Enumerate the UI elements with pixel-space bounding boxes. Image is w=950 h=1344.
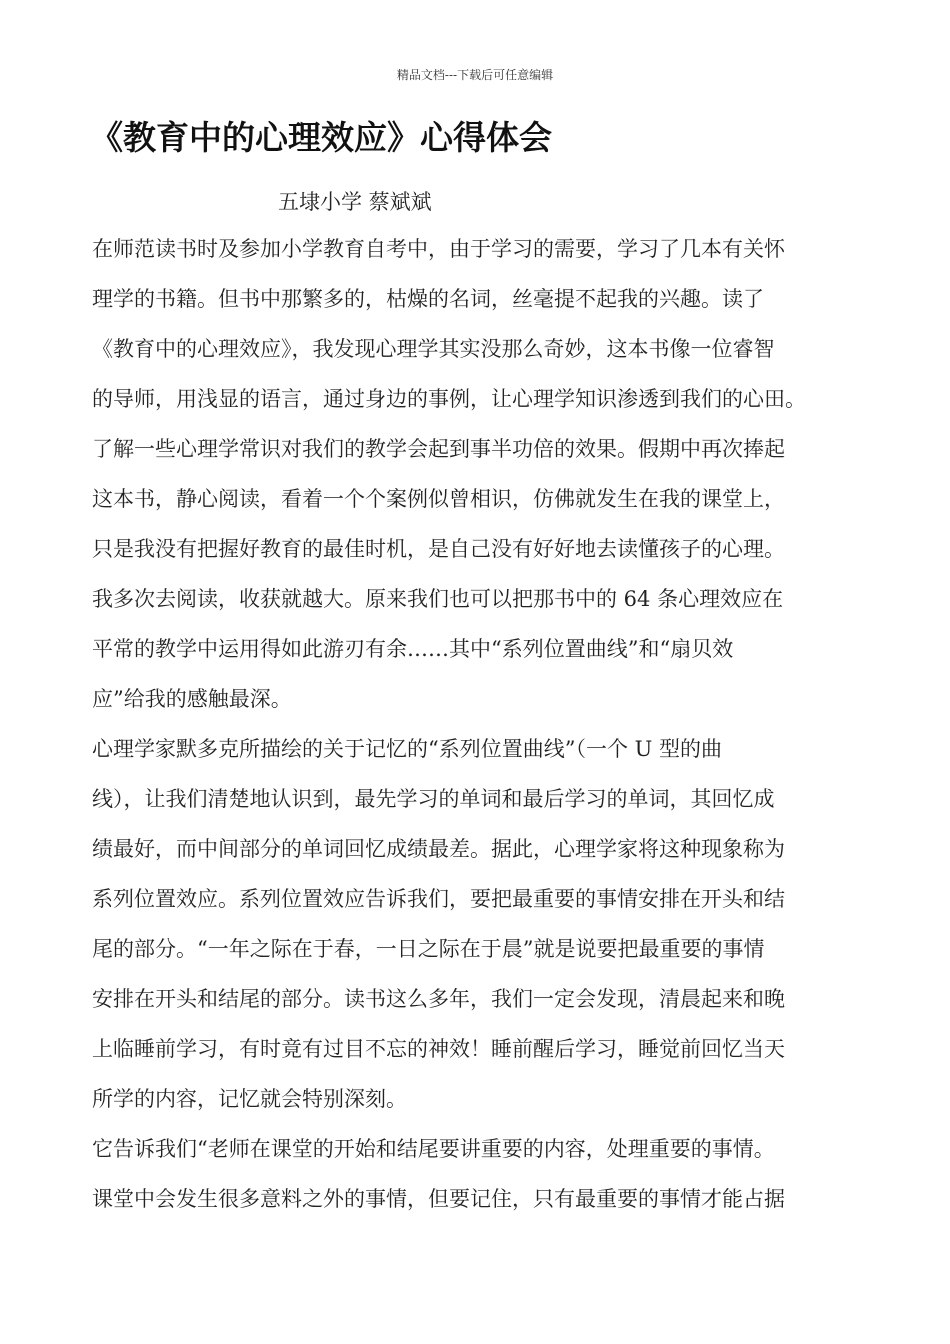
- body-line: 安排在开头和结尾的部分。读书这么多年，我们一定会发现，清晨起来和晚: [92, 987, 785, 1011]
- body-line: 我多次去阅读，收获就越大。原来我们也可以把那书中的 64 条心理效应在: [92, 587, 784, 611]
- body-line: 心理学家默多克所描绘的关于记忆的“系列位置曲线”（一个 U 型的曲: [92, 737, 723, 761]
- body-line: 应”给我的感触最深。: [92, 687, 292, 711]
- body-line: 在师范读书时及参加小学教育自考中，由于学习的需要，学习了几本有关怀: [92, 237, 785, 261]
- body-line: 上临睡前学习，有时竟有过目不忘的神效！睡前醒后学习，睡觉前回忆当天: [92, 1037, 785, 1061]
- body-line: 所学的内容，记忆就会特别深刻。: [92, 1087, 407, 1111]
- body-line: 《教育中的心理效应》，我发现心理学其实没那么奇妙，这本书像一位睿智: [92, 337, 775, 361]
- body-line: 了解一些心理学常识对我们的教学会起到事半功倍的效果。假期中再次捧起: [92, 437, 785, 461]
- body-line: 系列位置效应。系列位置效应告诉我们，要把最重要的事情安排在开头和结: [92, 887, 785, 911]
- body-line: 课堂中会发生很多意料之外的事情，但要记住，只有最重要的事情才能占据: [92, 1187, 785, 1211]
- page-header-note: 精品文档---下载后可任意编辑: [396, 68, 554, 82]
- body-line: 尾的部分。“一年之际在于春，一日之际在于晨”就是说要把最重要的事情: [92, 937, 765, 961]
- body-line: 的导师，用浅显的语言，通过身边的事例，让心理学知识渗透到我们的心田。: [92, 387, 806, 411]
- body-line: 绩最好，而中间部分的单词回忆成绩最差。据此，心理学家将这种现象称为: [92, 837, 785, 861]
- body-line: 只是我没有把握好教育的最佳时机，是自己没有好好地去读懂孩子的心理。: [92, 537, 785, 561]
- body-line: 它告诉我们“老师在课堂的开始和结尾要讲重要的内容，处理重要的事情。: [92, 1137, 775, 1161]
- body-line: 理学的书籍。但书中那繁多的，枯燥的名词，丝毫提不起我的兴趣。读了: [92, 287, 764, 311]
- body-line: 这本书，静心阅读，看着一个个案例似曾相识，仿佛就发生在我的课堂上，: [92, 487, 785, 511]
- body-line: 平常的教学中运用得如此游刃有余……其中“系列位置曲线”和“扇贝效: [92, 637, 734, 661]
- document-title: 《教育中的心理效应》心得体会: [90, 118, 552, 157]
- body-line: 线），让我们清楚地认识到，最先学习的单词和最后学习的单词，其回忆成: [92, 787, 775, 811]
- author-line: 五埭小学 蔡斌斌: [278, 190, 432, 214]
